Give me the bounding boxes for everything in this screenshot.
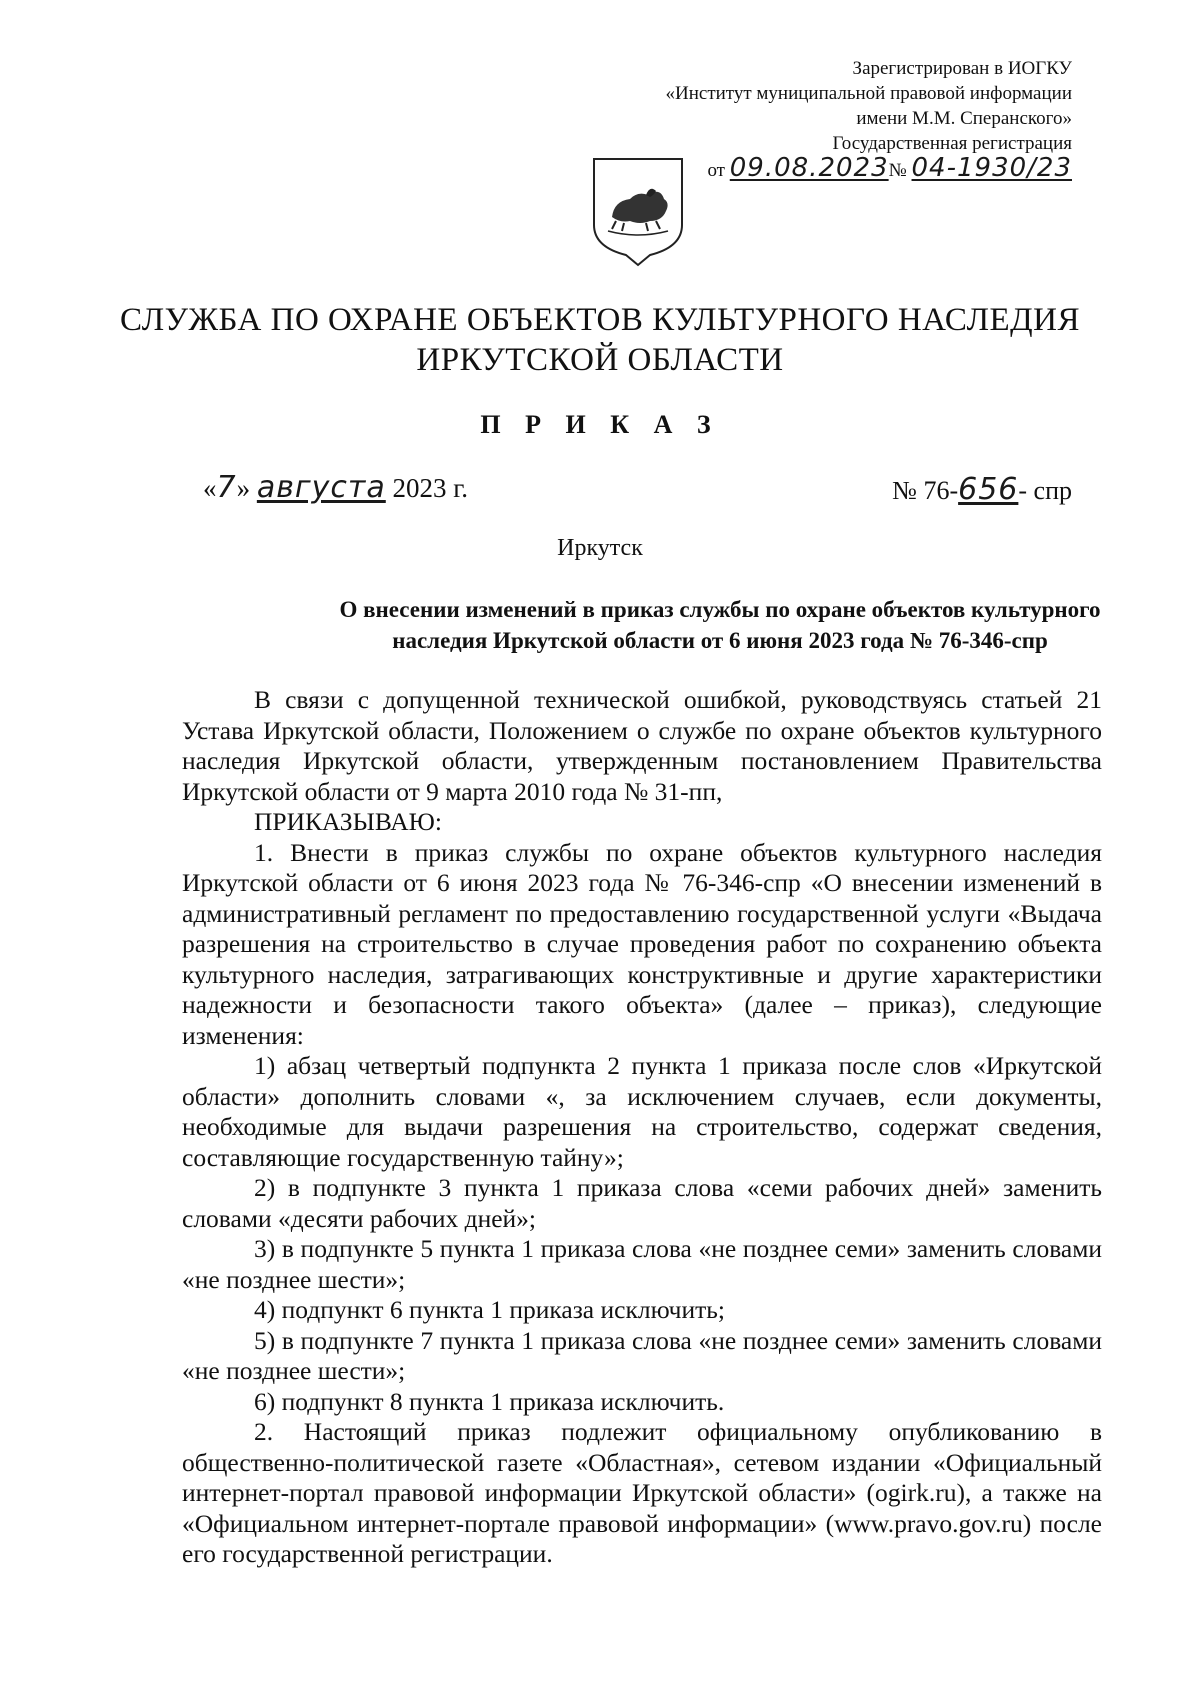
order-date-open-quote: « — [203, 473, 217, 503]
registration-stamp — [666, 56, 1073, 183]
registration-number: 04-1930/23 — [911, 153, 1072, 183]
registration-number-line — [666, 153, 1073, 183]
order-date-month: августа — [256, 470, 386, 505]
coat-of-arms-icon — [590, 155, 686, 267]
order-number-value: 656 — [958, 472, 1019, 507]
document-body — [182, 685, 1102, 1570]
agency-title-line-2: ИРКУТСКОЙ ОБЛАСТИ — [416, 342, 784, 378]
subitem-5-paragraph: 5) в подпункте 7 пункта 1 приказа слова «не позднее семи» заменить словами «не позднее шести»; — [182, 1325, 1102, 1385]
registration-line-3: имени М.М. Сперанского» — [856, 108, 1072, 129]
subitem-2-paragraph: 2) в подпункте 3 пункта 1 приказа слова «семи рабочих дней» заменить словами «десяти рабочих дней»; — [182, 1173, 1102, 1233]
registration-line-1: Зарегистрирован в ИОГКУ — [852, 58, 1072, 79]
subject-line-2: наследия Иркутской области от 6 июня 2023 года № 76-346-спр — [392, 628, 1048, 653]
registration-line-4: Государственная регистрация — [832, 133, 1072, 154]
order-number-prefix: № 76- — [892, 476, 959, 505]
item-1-paragraph: 1. Внести в приказ службы по охране объектов культурного наследия Иркутской области от 6 июня 2023 года № 76-346-спр «О внесении изменений в административный регламент по предоставлению государственной услуги «Выдача разрешения на строительство в случае проведения работ по сохранению объекта культурного наследия, затрагивающих конструктивные и другие характеристики надежности и безопасности такого объекта» (далее – приказ), следующие изменения: — [182, 837, 1102, 1050]
order-number-suffix: - спр — [1018, 476, 1072, 505]
subitem-3-paragraph: 3) в подпункте 5 пункта 1 приказа слова «не позднее семи» заменить словами «не позднее шести»; — [182, 1234, 1102, 1294]
order-word: ПРИКАЗЫВАЮ: — [254, 807, 442, 836]
agency-title-line-1: СЛУЖБА ПО ОХРАНЕ ОБЪЕКТОВ КУЛЬТУРНОГО НАСЛЕДИЯ — [120, 302, 1080, 338]
subitem-1-paragraph: 1) абзац четвертый подпункта 2 пункта 1 приказа после слов «Иркутской области» дополнить словами «, за исключением случаев, если документы, необходимые для выдачи разрешения на строительство, содержат сведения, составляющие государственную тайну»; — [182, 1051, 1102, 1172]
document-type: П Р И К А З — [480, 410, 720, 439]
order-date-close-quote: » — [236, 473, 251, 503]
agency-title — [0, 300, 1200, 380]
order-date — [203, 470, 468, 505]
subject-line-1: О внесении изменений в приказ службы по охране объектов культурного — [339, 597, 1101, 622]
order-number — [892, 472, 1072, 507]
registration-date: 09.08.2023 — [729, 153, 889, 183]
subitem-6-paragraph: 6) подпункт 8 пункта 1 приказа исключить. — [254, 1386, 725, 1416]
item-2-paragraph: 2. Настоящий приказ подлежит официальному опубликованию в общественно-политической газете «Областная», сетевом издании «Официальный интернет-портал правовой информации Иркутской области» (ogirk.ru), а также на «Официальном интернет-портале правовой информации» (www.pravo.gov.ru) после его государственной регистрации. — [182, 1417, 1102, 1568]
registration-number-prefix: № — [888, 160, 907, 181]
city: Иркутск — [557, 535, 643, 561]
order-date-day: 7 — [216, 470, 237, 505]
document-subject — [280, 594, 1160, 656]
subitem-4-paragraph: 4) подпункт 6 пункта 1 приказа исключить; — [254, 1295, 725, 1324]
order-date-year: 2023 г. — [392, 473, 469, 503]
registration-date-prefix: от — [707, 160, 725, 181]
preamble-paragraph: В связи с допущенной технической ошибкой, руководствуясь статьей 21 Устава Иркутской области, Положением о службе по охране объектов культурного наследия Иркутской области, утвержденным постановлением Правительства Иркутской области от 9 марта 2010 года № 31-пп, — [182, 685, 1102, 806]
registration-line-2: «Институт муниципальной правовой информации — [665, 83, 1072, 104]
